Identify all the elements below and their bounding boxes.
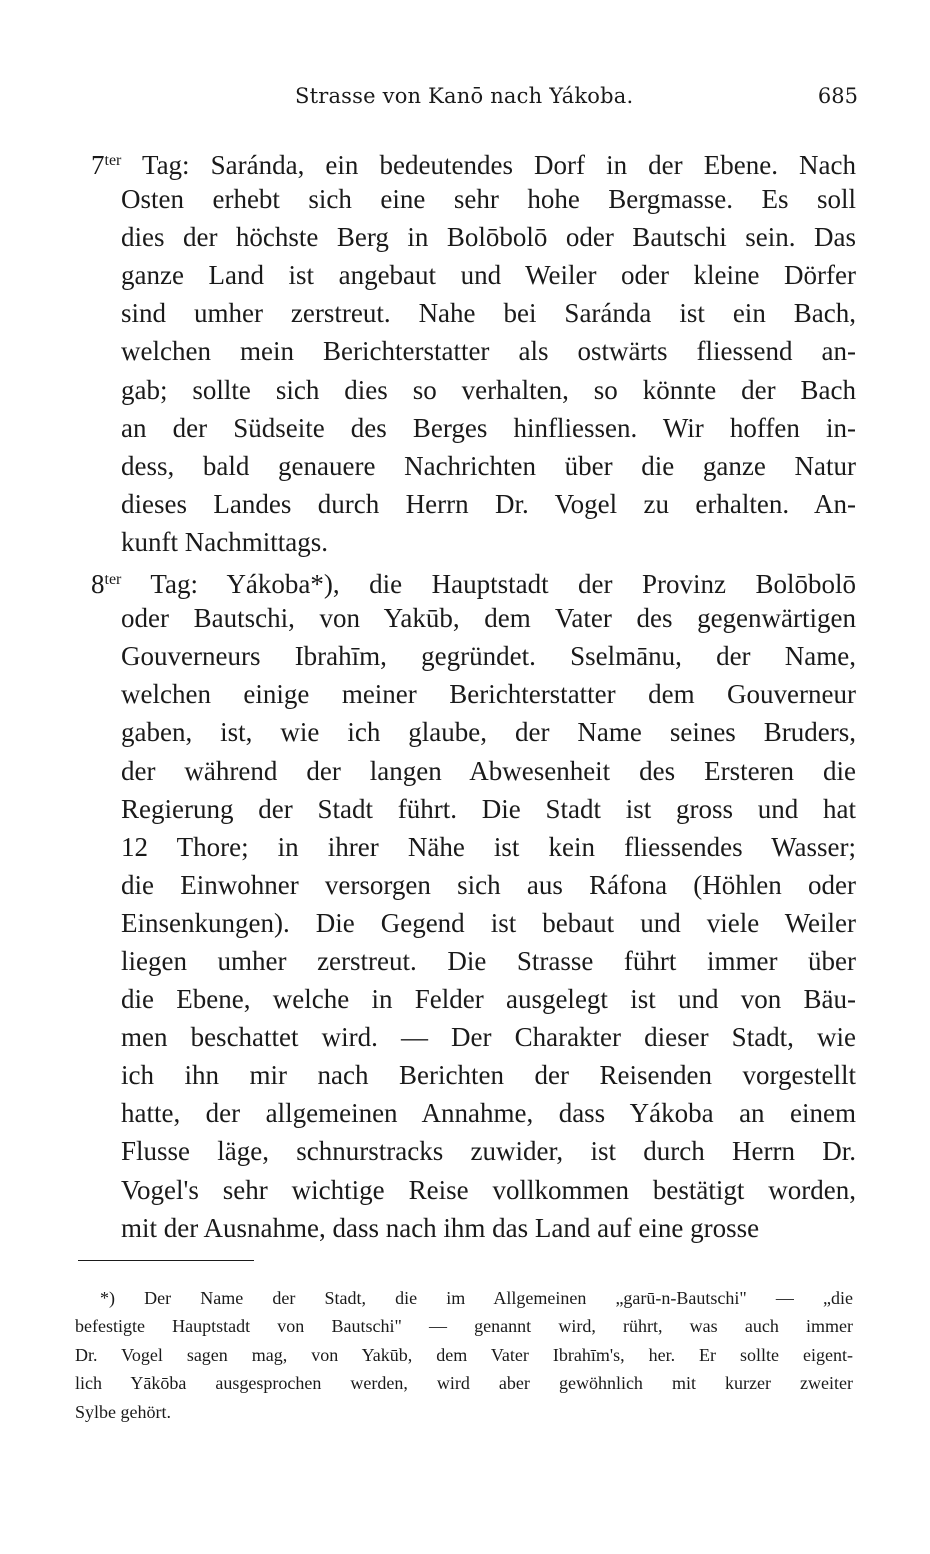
line-text: ich ihn mir nach Berichten der Reisenden vorgestellt bbox=[121, 1060, 856, 1091]
day-entry-2 bbox=[0, 561, 930, 1247]
text-line bbox=[121, 599, 856, 637]
running-title: Strasse von Kanō nach Yákoba. bbox=[295, 84, 634, 108]
line-text: kunft Nachmittags. bbox=[121, 526, 328, 557]
footnote-line: *) Der Name der Stadt, die im Allgemeinen „garū-n-Bautschi" — „die bbox=[100, 1288, 853, 1308]
day-marker-suffix: ter bbox=[104, 571, 122, 589]
text-line bbox=[121, 447, 856, 485]
footnote-line: befestigte Hauptstadt von Bautschi" — genannt wird, rührt, was auch immer bbox=[75, 1316, 853, 1337]
text-line bbox=[121, 1171, 856, 1209]
footnote-line: Sylbe gehört. bbox=[75, 1401, 171, 1422]
text-line bbox=[121, 942, 856, 980]
line-text: liegen umher zerstreut. Die Strasse führt immer über bbox=[121, 945, 856, 976]
line-text: ganze Land ist angebaut und Weiler oder kleine Dörfer bbox=[121, 260, 856, 291]
line-text: 12 Thore; in ihrer Nähe ist kein fliessendes Wasser; bbox=[121, 831, 856, 862]
line-text: gaben, ist, wie ich glaube, der Name seines Bruders, bbox=[121, 717, 856, 748]
line-text: Einsenkungen). Die Gegend ist bebaut und viele Weiler bbox=[121, 907, 856, 938]
line-text: die Ebene, welche in Felder ausgelegt ist und von Bäu- bbox=[121, 984, 856, 1015]
text-line bbox=[121, 180, 856, 218]
line-text: welchen einige meiner Berichterstatter dem Gouverneur bbox=[121, 679, 856, 710]
text-line bbox=[121, 790, 856, 828]
text-line bbox=[121, 1056, 856, 1094]
text-line bbox=[121, 332, 856, 370]
text-line bbox=[121, 218, 856, 256]
footnote-line: lich Yākōba ausgesprochen werden, wird aber gewöhnlich mit kurzer zweiter bbox=[75, 1373, 853, 1394]
text-line bbox=[121, 1209, 856, 1247]
text-line bbox=[121, 485, 856, 523]
text-line bbox=[121, 904, 856, 942]
line-text: sind umher zerstreut. Nahe bei Saránda ist ein Bach, bbox=[121, 298, 856, 329]
text-line bbox=[121, 409, 856, 447]
text-line bbox=[121, 675, 856, 713]
line-text: an der Südseite des Berges hinfliessen. Wir hoffen in- bbox=[121, 412, 856, 443]
line-text: Tag: Yákoba*), die Hauptstadt der Provinz Bolōbolō bbox=[121, 569, 856, 600]
line-text: Regierung der Stadt führt. Die Stadt ist gross und hat bbox=[121, 793, 856, 824]
text-line bbox=[91, 142, 856, 180]
line-text: welchen mein Berichterstatter als ostwärts fliessend an- bbox=[121, 336, 856, 367]
text-line bbox=[121, 256, 856, 294]
day-entry-1 bbox=[0, 142, 930, 561]
text-line bbox=[121, 1018, 856, 1056]
text-line bbox=[121, 523, 856, 561]
line-text: men beschattet wird. — Der Charakter dieser Stadt, wie bbox=[121, 1022, 856, 1053]
text-line bbox=[121, 371, 856, 409]
text-line bbox=[91, 561, 856, 599]
line-text: dieses Landes durch Herrn Dr. Vogel zu erhalten. An- bbox=[121, 488, 856, 519]
text-line bbox=[121, 294, 856, 332]
line-text: Flusse läge, schnurstracks zuwider, ist durch Herrn Dr. bbox=[121, 1136, 856, 1167]
text-line bbox=[121, 752, 856, 790]
text-line bbox=[121, 1094, 856, 1132]
line-text: Vogel's sehr wichtige Reise vollkommen bestätigt worden, bbox=[121, 1174, 856, 1205]
text-line bbox=[121, 980, 856, 1018]
text-line bbox=[121, 1132, 856, 1170]
line-text: hatte, der allgemeinen Annahme, dass Yákoba an einem bbox=[121, 1098, 856, 1129]
line-text: Tag: Saránda, ein bedeutendes Dorf in der Ebene. Nach bbox=[121, 150, 856, 180]
line-text: oder Bautschi, von Yakūb, dem Vater des gegenwärtigen bbox=[121, 603, 856, 634]
line-text: dies der höchste Berg in Bolōbolō oder Bautschi sein. Das bbox=[121, 222, 856, 253]
day-marker-suffix: ter bbox=[104, 152, 122, 169]
text-line bbox=[121, 713, 856, 751]
line-text: Gouverneurs Ibrahīm, gegründet. Sselmānu, der Name, bbox=[121, 641, 856, 672]
footnote-line: Dr. Vogel sagen mag, von Yakūb, dem Vater Ibrahīm's, her. Er sollte eigent- bbox=[75, 1344, 853, 1365]
body-text bbox=[0, 142, 930, 1247]
text-line bbox=[121, 637, 856, 675]
day-marker: 8 bbox=[91, 569, 105, 600]
line-text: mit der Ausnahme, dass nach ihm das Land auf eine grosse bbox=[121, 1212, 760, 1243]
page-number: 685 bbox=[817, 84, 858, 108]
footnote bbox=[0, 1284, 930, 1426]
text-line bbox=[121, 866, 856, 904]
line-text: Osten erhebt sich eine sehr hohe Bergmasse. Es soll bbox=[121, 184, 856, 215]
text-line bbox=[121, 828, 856, 866]
line-text: die Einwohner versorgen sich aus Ráfona (Höhlen oder bbox=[121, 869, 856, 900]
line-text: gab; sollte sich dies so verhalten, so könnte der Bach bbox=[121, 374, 856, 405]
line-text: der während der langen Abwesenheit des Ersteren die bbox=[121, 755, 856, 786]
day-marker: 7 bbox=[91, 150, 105, 180]
line-text: dess, bald genauere Nachrichten über die ganze Natur bbox=[121, 450, 856, 481]
footnote-separator bbox=[78, 1260, 254, 1261]
